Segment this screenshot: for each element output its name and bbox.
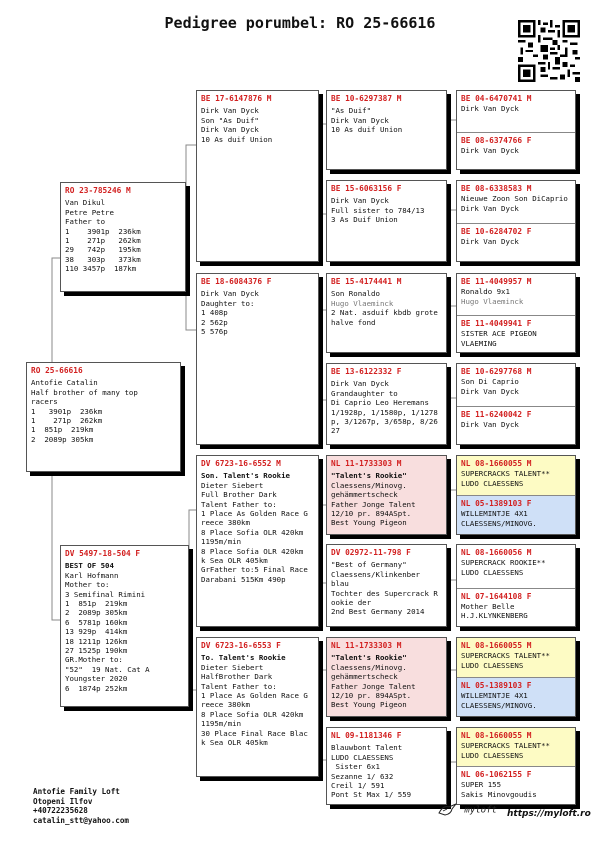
pedigree-card-ssd	[326, 180, 447, 262]
detail-line: reece 380km	[201, 700, 250, 710]
detail-line: SUPER 155	[461, 780, 502, 790]
detail-line: Sezanne 1/ 632	[331, 771, 394, 781]
detail-line: Dieter Siebert	[201, 480, 264, 490]
detail-line: 12/10 pr. 894ASpt.	[331, 691, 412, 701]
detail-line: ookie der	[331, 598, 372, 608]
pedigree-pair-7	[456, 637, 576, 717]
detail-line: 29 742p 195km	[65, 245, 141, 255]
detail-line: 18 1211p 126km	[65, 636, 128, 646]
detail-line: Tochter des Supercrack R	[331, 588, 438, 598]
ring-number: RO 23-785246 M	[65, 186, 131, 195]
pigeon-name: To. Talent's Rookie	[201, 653, 286, 663]
detail-line: Dirk Van Dyck	[331, 379, 389, 389]
detail-line: SUPERCRACKS TALENT**	[461, 469, 550, 479]
detail-line: 10 As duif Union	[331, 125, 403, 135]
detail-line: 6 5781p 160km	[65, 617, 128, 627]
detail-line: Dirk Van Dyck	[461, 420, 519, 430]
ring-number: BE 17-6147876 M	[201, 94, 272, 103]
pedigree-card-sire	[60, 182, 186, 292]
pedigree-card-sdd	[326, 363, 447, 445]
loft-email: catalin_stt@yahoo.com	[33, 815, 130, 825]
detail-line: GrFather to:5 Final Race	[201, 565, 308, 575]
detail-line: p, 3/1267p, 3/658p, 8/26	[331, 417, 438, 427]
divider	[457, 406, 575, 407]
pedigree-card-sds	[326, 273, 447, 353]
detail-line: 3 Semifinal Rimini	[65, 589, 146, 599]
detail-line: 8 Place Sofia OLR 420km	[201, 709, 304, 719]
detail-line: Pont St Max 1/ 559	[331, 790, 412, 800]
detail-line: 27	[331, 426, 340, 436]
detail-line: SISTER ACE PIGEON	[461, 329, 537, 339]
logo-text: myloft	[464, 805, 497, 816]
pedigree-card-sire-sire	[196, 90, 319, 262]
detail-line: 2nd Best Germany 2014	[331, 607, 425, 617]
detail-line: Van Dikul	[65, 198, 106, 208]
detail-line: Dirk Van Dyck	[461, 386, 519, 396]
detail-line: 38 303p 373km	[65, 254, 141, 264]
detail-line: 1 408p	[201, 308, 228, 318]
detail-line: Antofie Catalin	[31, 378, 98, 388]
detail-line: 27 1525p 190km	[65, 646, 128, 656]
pedigree-card-dam-dam	[196, 637, 319, 777]
divider	[457, 223, 575, 224]
detail-line: Half brother of many top	[31, 387, 138, 397]
ring-number: BE 15-6063156 F	[331, 184, 402, 193]
ring-number: DV 02972-11-798 F	[331, 548, 411, 557]
divider	[457, 588, 575, 589]
ring-number: BE 11-4049941 F	[461, 319, 532, 328]
detail-line: 1 271p 262km	[31, 416, 103, 426]
pedigree-pair-5	[456, 455, 576, 535]
detail-line: LUDO CLAESSENS	[461, 660, 524, 670]
pedigree-card-dds	[326, 637, 447, 717]
detail-line: Darabani 515Km 490p	[201, 574, 286, 584]
detail-line: Daughter to:	[201, 298, 255, 308]
pigeon-name: Son. Talent's Rookie	[201, 471, 290, 481]
card-details	[31, 378, 176, 444]
pedigree-card-dam	[60, 545, 189, 707]
detail-line: 2 2089p 305km	[31, 434, 94, 444]
detail-line: Youngster 2020	[65, 674, 128, 684]
detail-line: Ronaldo 9x1	[461, 287, 510, 297]
detail-line: WILLEMINTJE 4X1	[461, 691, 528, 701]
detail-line: 1 271p 262km	[65, 236, 141, 246]
detail-line: Dirk Van Dyck	[461, 237, 519, 247]
ring-number: NL 11-1733303 M	[331, 641, 402, 650]
detail-line: 1 Place As Golden Race G	[201, 509, 308, 519]
detail-line: Dirk Van Dyck	[331, 115, 389, 125]
detail-line: halve fond	[331, 317, 376, 327]
detail-line: 30 Place Final Race Blac	[201, 728, 308, 738]
detail-line: LUDO CLAESSENS	[461, 478, 524, 488]
myloft-logo	[437, 803, 497, 817]
ring-number: DV 6723-16-6553 F	[201, 641, 281, 650]
loft-name: Antofie Family Loft	[33, 787, 120, 796]
pedigree-card-dam-sire	[196, 455, 319, 627]
divider	[457, 132, 575, 133]
ring-number: NL 08-1660055 M	[461, 731, 532, 740]
pedigree-card-dsd	[326, 544, 447, 627]
ring-number: BE 10-6284702 F	[461, 227, 532, 236]
loft-location: Otopeni Ilfov	[33, 796, 93, 806]
detail-line: Dirk Van Dyck	[201, 125, 259, 135]
ring-number: BE 18-6084376 F	[201, 277, 272, 286]
detail-line: VLAEMING	[461, 338, 497, 348]
loft-phone: +40722235628	[33, 806, 88, 816]
detail-line: H.J.KLYNKENBERG	[461, 611, 528, 621]
detail-line: Dirk Van Dyck	[461, 203, 519, 213]
detail-line: Son "As Duif"	[201, 115, 259, 125]
pedigree-card-sss	[326, 90, 447, 170]
detail-line: Claessens/Klinkenber	[331, 569, 420, 579]
pedigree-pair-3	[456, 273, 576, 353]
detail-line: Sister 6x1	[331, 762, 380, 772]
ring-number: NL 09-1181346 F	[331, 731, 402, 740]
detail-line: Talent Father to:	[201, 499, 277, 509]
detail-line: "Best of Germany"	[331, 560, 407, 570]
detail-line: Grandaughter to	[331, 388, 398, 398]
detail-line: Talent Father to:	[201, 681, 277, 691]
detail-line: 2 Nat. asduif kbdb grote	[331, 308, 438, 318]
ring-number: NL 07-1644108 F	[461, 591, 532, 601]
detail-line: Best Young Pigeon	[331, 700, 407, 710]
detail-line: 3 As Duif Union	[331, 215, 398, 225]
detail-line: 1 Place As Golden Race G	[201, 691, 308, 701]
detail-line: "As Duif"	[331, 106, 372, 116]
detail-line: Full sister to 784/13	[331, 205, 425, 215]
page-title: Pedigree porumbel: RO 25-66616	[164, 14, 436, 32]
detail-line: 2 562p	[201, 317, 228, 327]
detail-line: 1 3901p 236km	[65, 226, 141, 236]
detail-line: Creil 1/ 591	[331, 781, 385, 791]
ring-number: NL 08-1660056 M	[461, 548, 532, 557]
detail-line: 1 851p 219km	[31, 425, 94, 435]
detail-line: Sakis Minovgoudis	[461, 789, 537, 799]
pedigree-card-sire-dam	[196, 273, 319, 445]
pedigree-card-dss	[326, 455, 447, 535]
loft-contact	[33, 787, 129, 825]
detail-line: Dirk Van Dyck	[331, 196, 389, 206]
detail-line: Dirk Van Dyck	[201, 106, 259, 116]
ring-number: BE 08-6338583 M	[461, 184, 532, 193]
pedigree-pair-4	[456, 363, 576, 445]
detail-line: LUDO CLAESSENS	[461, 567, 524, 577]
detail-line: Blauwbont Talent	[331, 743, 403, 753]
ring-number: BE 15-4174441 M	[331, 277, 402, 286]
pigeon-name: BEST OF 504	[65, 561, 114, 571]
detail-line: 110 3457p 187km	[65, 264, 137, 274]
ring-number: NL 06-1062155 F	[461, 770, 532, 779]
ring-number: NL 11-1733303 M	[331, 459, 402, 468]
detail-line: 8 Place Sofia OLR 420km	[201, 527, 304, 537]
detail-line: 5 576p	[201, 327, 228, 337]
detail-line: LUDO CLAESSENS	[331, 752, 394, 762]
pigeon-name: "Talent's Rookie"	[331, 471, 407, 481]
divider	[457, 315, 575, 316]
detail-line: Claessens/Minovg.	[331, 662, 407, 672]
detail-line: Father Jonge Talent	[331, 681, 416, 691]
detail-line: 2 2089p 305km	[65, 608, 128, 618]
detail-line: Son Di Caprio	[461, 377, 519, 387]
detail-line: gehämmertscheck	[331, 490, 398, 500]
pigeon-icon	[437, 803, 459, 817]
detail-line: reece 380km	[201, 518, 250, 528]
detail-line: SUPERCRACKS TALENT**	[461, 741, 550, 751]
detail-line: Mother to:	[65, 580, 110, 590]
pedigree-pair-1	[456, 90, 576, 170]
detail-line: 1195m/min	[201, 719, 242, 729]
ring-number: NL 08-1660055 M	[461, 459, 532, 468]
ring-number: NL 05-1389103 F	[461, 681, 532, 690]
detail-line: Petre Petre	[65, 207, 114, 217]
website-url[interactable]: https://myloft.ro	[507, 809, 591, 819]
pigeon-name: "Talent's Rookie"	[331, 653, 407, 663]
detail-line: GR.Mother to:	[65, 655, 123, 665]
detail-line: 1 3901p 236km	[31, 406, 103, 416]
ring-number: BE 04-6470741 M	[461, 94, 532, 103]
detail-line: 1/1928p, 1/1580p, 1/1278	[331, 407, 438, 417]
detail-line: 6 1874p 252km	[65, 683, 128, 693]
detail-line: HalfBrother Dark	[201, 672, 273, 682]
detail-line: Best Young Pigeon	[331, 518, 407, 528]
detail-line: 13 929p 414km	[65, 627, 128, 637]
detail-line: LUDO CLAESSENS	[461, 750, 524, 760]
detail-line: Mother Belle	[461, 601, 515, 611]
ring-number: DV 6723-16-6552 M	[201, 459, 281, 468]
detail-line: 8 Place Sofia OLR 420km	[201, 546, 304, 556]
ring-number: BE 08-6374766 F	[461, 136, 532, 145]
detail-line: Dieter Siebert	[201, 662, 264, 672]
detail-line: WILLEMINTJE 4X1	[461, 509, 528, 519]
pedigree-pair-8	[456, 727, 576, 805]
detail-line: Karl Hofmann	[65, 570, 119, 580]
detail-line: 1195m/min	[201, 537, 242, 547]
detail-line: Claessens/Minovg.	[331, 480, 407, 490]
ring-number: BE 10-6297387 M	[331, 94, 402, 103]
ring-number: BE 11-6240042 F	[461, 410, 532, 419]
detail-line: racers	[31, 397, 58, 407]
breeder-name: Hugo Vlaeminck	[331, 298, 394, 308]
detail-line: Father to	[65, 217, 106, 227]
ring-number: DV 5497-18-504 F	[65, 549, 141, 558]
detail-line: "52" 19 Nat. Cat A	[65, 664, 150, 674]
detail-line: blau	[331, 579, 349, 589]
detail-line: Father Jonge Talent	[331, 499, 416, 509]
ring-number: RO 25-66616	[31, 366, 83, 375]
detail-line: Dirk Van Dyck	[201, 289, 259, 299]
detail-line: 12/10 pr. 894ASpt.	[331, 509, 412, 519]
detail-line: k Sea OLR 405km	[201, 738, 268, 748]
ring-number: BE 10-6297768 M	[461, 367, 532, 376]
detail-line: Dirk Van Dyck	[461, 104, 519, 114]
detail-line: Nieuwe Zoon Son DiCaprio	[461, 194, 568, 204]
detail-line: CLAESSENS/MINOVG.	[461, 700, 537, 710]
detail-line: SUPERCRACK ROOKIE**	[461, 558, 546, 568]
ring-number: BE 11-4049957 M	[461, 277, 532, 286]
detail-line: Di Caprio Leo Heremans	[331, 398, 429, 408]
detail-line: gehämmertscheck	[331, 672, 398, 682]
detail-line: Full Brother Dark	[201, 490, 277, 500]
detail-line: Dirk Van Dyck	[461, 146, 519, 156]
pedigree-pair-2	[456, 180, 576, 262]
pedigree-card-ddd	[326, 727, 447, 805]
pedigree-card-subject	[26, 362, 181, 472]
detail-line: 1 851p 219km	[65, 599, 128, 609]
ring-number: BE 13-6122332 F	[331, 367, 402, 376]
breeder-name: Hugo Vlaeminck	[461, 296, 524, 306]
detail-line: 10 As duif Union	[201, 134, 273, 144]
detail-line: k Sea OLR 405km	[201, 556, 268, 566]
detail-line: SUPERCRACKS TALENT**	[461, 651, 550, 661]
detail-line: Son Ronaldo	[331, 289, 380, 299]
ring-number: NL 05-1389103 F	[461, 499, 532, 508]
pedigree-pair-6	[456, 544, 576, 627]
detail-line: CLAESSENS/MINOVG.	[461, 518, 537, 528]
ring-number: NL 08-1660055 M	[461, 641, 532, 650]
